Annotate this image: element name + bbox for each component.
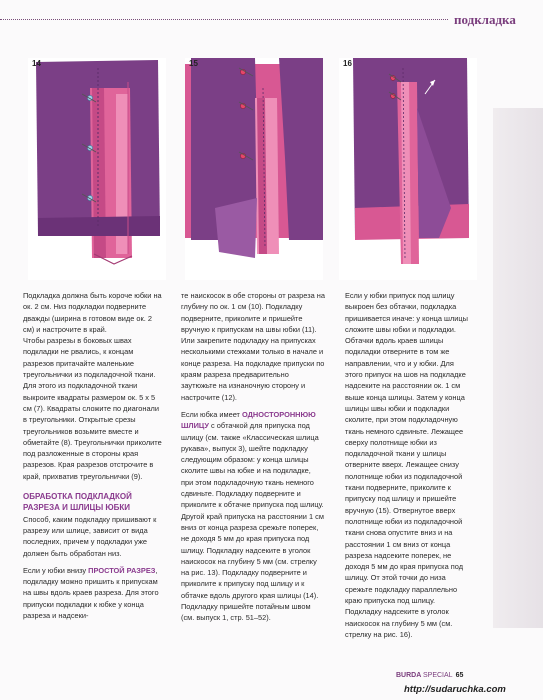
figure-15-illustration — [185, 58, 323, 280]
watermark: http://sudaruchka.com — [404, 684, 506, 695]
text-column-1 — [23, 290, 164, 621]
paragraph: те наискосок в обе стороны от разреза на глубину по ок. 1 см (10). Подкладку подверните, приколите и пришейте вручную к припускам на швы юбки (11). Или закрепите подкладку на припусках несколькими стежками только в начале и конце разреза. На подкладке припуски по краям разреза предварительно заутюжьте на изнаночную сторону и настрочите (12). — [181, 291, 325, 402]
text-run: Если юбка имеет — [181, 409, 242, 419]
section-title: подкладка — [454, 12, 516, 27]
page-edge-shadow — [493, 108, 543, 628]
paragraph — [23, 565, 164, 621]
text-column-3 — [345, 290, 469, 640]
figure-16-illustration — [339, 58, 477, 280]
page-footer — [396, 672, 463, 679]
figure-16 — [339, 58, 477, 280]
text-run: Если у юбки внизу — [23, 565, 89, 575]
subsection-heading: ОБРАБОТКА ПОДКЛАДКОЙ РАЗРЕЗА И ШЛИЦЫ ЮБКИ — [23, 492, 132, 513]
text-run: с обтачкой для припуска под шлицу (см. также «Классическая шлица рукава», выпуск 3), шейте подкладку следующим образом: у конца шлицы сколите швы на юбке и на подкладке, при этом подкладочную ткань немного сдвиньте. Подкладку подверните и приколите к обтачке припуска под шлицу. Другой край припуска на расстоянии 1 см вниз от конца разреза срежьте поперек, не доходя 5 мм до края припуска под шлицу. Подкладку надсеките в уголок наискосок на глубину 5 мм (см. стрелку на рис. 13). Подкладку подверните и приколите к припуску под шлицу и к обтачке вдоль другого края шлицы (14). Подкладку пришейте потайным швом (см. выпуск 1, стр. 51–52). — [181, 421, 324, 623]
page-number: 65 — [455, 672, 464, 679]
figure-15 — [185, 58, 323, 280]
footer-brand: BURDA — [396, 672, 422, 679]
highlight-term: ПРОСТОЙ РАЗРЕЗ — [88, 565, 156, 575]
paragraph: Если у юбки припуск под шлицу выкроен без обтачки, подкладка пришивается иначе: у конца шлицы сложите швы юбки и подкладки. Обтачки вдоль краев шлицы подкладки отверните в том же направлении, что и у юбки. Для этого припуск на шов на подкладке надсеките на расстоянии ок. 1 см выше конца шлицы. Затем у конца шлицы швы юбки и подкладки сколите, при этом подкладочную ткань немного сдвиньте. Лежащее сверху полотнище юбки из подкладочной ткани у шлицы отверните вверх. Лежащее снизу полотнище юбки из подкладочной ткани подверните, приколите к припуску под шлицу и пришейте вручную (15). Отвернутое вверх полотнище юбки из подкладочной ткани снова опустите вниз и на расстоянии 1 см вниз от конца разреза надсеките поперек, не доходя 5 мм до края припуска под шлицу. От этой точки до низа срежьте подкладку параллельно краю припуска под шлицу. Подкладку надсеките в уголок наискосок на глубину 5 мм (см. стрелку на рис. 16). — [345, 291, 468, 639]
figure-number: 16 — [343, 59, 352, 68]
footer-special: SPECIAL — [422, 672, 453, 679]
figure-14-illustration — [28, 58, 166, 280]
paragraph: Способ, каким подкладку пришивают к разрезу или шлице, зависит от вида последних, причем у подкладки уже должен быть обработан низ. — [23, 514, 157, 558]
text-run: , подкладку можно пришить к припускам на швы вдоль краев разреза. Для этого припуски подкладки к юбке у конца разреза и надсеки- — [23, 565, 159, 621]
header-rule — [0, 19, 448, 20]
highlight-term: ОДНОСТОРОННЮЮ ШЛИЦУ — [181, 409, 316, 431]
paragraph: Подкладка должна быть короче юбки на ок. 2 см. Низ подкладки подверните дважды (ширина в готовом виде ок. 2 см) и настрочите в край. — [23, 291, 162, 334]
figure-14 — [28, 58, 166, 280]
figure-number: 14 — [32, 59, 41, 68]
text-column-2 — [181, 290, 325, 624]
figure-number: 15 — [189, 59, 198, 68]
paragraph — [181, 409, 325, 624]
paragraph: Чтобы разрезы в боковых швах подкладки не рвались, к концам разрезов притачайте маленькие треугольнички из подкладочной ткани. Для этого из подкладочной ткани выкроите квадраты размером ок. 5 x 5 см (7). Квадраты сложите по диагонали в треугольники. Открытые срезы треугольников возьмите вместе и обметайте (8). Треугольнички приколите под разложенные в стороны края разрезов. Края разрезов отстрочите в край, прихватив треугольнички (9). — [23, 336, 162, 481]
